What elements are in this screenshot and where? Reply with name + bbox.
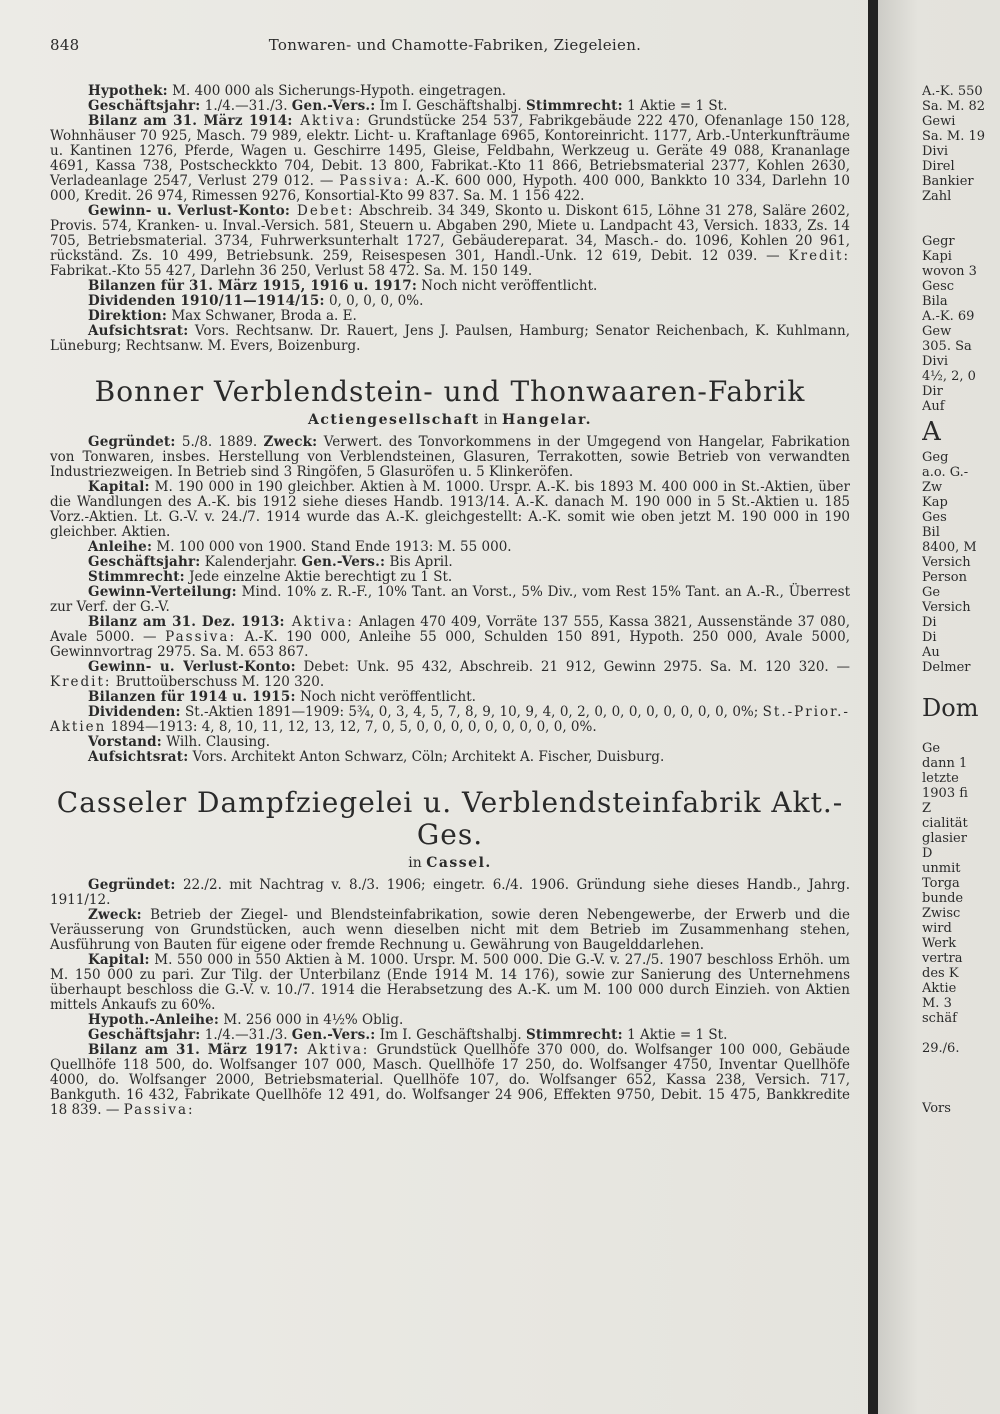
text-zweck: Verwert. des Tonvorkommens in der Umgegend von Hangelar, Fabrikation von Tonwaren, insbes. Herstellung von Verblendsteinen, Glasuren, Terrakotten, sowie Betrieb von verwandten Industriezweigen. In Betrieb sind 3 Ringöfen, 5 Glasuröfen u. 5 Klinkeröfen. — [50, 434, 850, 480]
paragraph-bilanzen — [50, 690, 850, 705]
label-aufsichtsrat: Aufsichtsrat: — [88, 323, 189, 339]
fragment-line — [922, 1026, 1000, 1041]
label-zweck: Zweck: — [88, 907, 142, 923]
fragment-line: Torga — [922, 876, 960, 891]
label-gewinn-verlust: Gewinn- u. Verlust-Konto: — [88, 659, 296, 675]
gutter-shadow — [878, 0, 918, 1414]
fragment-line: wovon 3 — [922, 264, 977, 279]
fragment-gap — [922, 675, 1000, 690]
fragment-line: Sa. M. 19 — [922, 129, 986, 144]
fragment-line: M. 3 — [922, 996, 952, 1011]
text-anleihe: M. 100 000 von 1900. Stand Ende 1913: M. 55 000. — [152, 539, 512, 555]
label-gewinn-verlust: Gewinn- u. Verlust-Konto: — [88, 203, 291, 219]
text-kapital: M. 550 000 in 550 Aktien à M. 1000. Urspr. M. 500 000. Die G.-V. v. 27./5. 1907 beschloss Erhöh. um M. 150 000 zu pari. Zur Tilg. der Unterbilanz (Ende 1914 M. 14 176), sowie zur Sanierung des Unternehmens überhaupt beschloss die G.-V. v. 10./7. 1914 die Herabsetzung des A.-K. um M. 100 000 durch Einzieh. von Aktien mittels Ankaufs zu 60%. — [50, 952, 850, 1013]
text-passiva: A.-K. 600 000, Hypoth. 400 000, Bankkto 10 334, Darlehn 10 000, Kredit. 26 974, Rimessen 9276, Konsortial-Kto 99 837. Sa. M. 1 156 422. — [50, 173, 851, 204]
fragment-line: 4½, 2, 0 — [922, 369, 976, 384]
paragraph-gegruendet — [50, 878, 850, 908]
label-gewinn-verteilung: Gewinn-Verteilung: — [88, 584, 237, 600]
label-direktion: Direktion: — [88, 308, 168, 324]
text-gegruendet: 22./2. mit Nachtrag v. 8./3. 1906; eingetr. 6./4. 1906. Gründung siehe dieses Handb., Jahrg. 1911/12. — [50, 877, 850, 908]
label-bilanzen: Bilanzen für 1914 u. 1915: — [88, 689, 296, 705]
label-stimmrecht: Stimmrecht: — [525, 1027, 623, 1043]
fragment-line: Person — [922, 570, 967, 585]
fragment-heading: Dom — [922, 694, 979, 722]
fragment-line — [922, 1086, 1000, 1101]
text-gewinn-verteilung: Mind. 10% z. R.-F., 10% Tant. an Vorst., 5% Div., vom Rest 15% Tant. an A.-R., Überrest zur Verf. der G.-V. — [50, 584, 850, 615]
paragraph-kapital — [50, 953, 850, 1013]
paragraph-bilanzen — [50, 279, 850, 294]
paragraph-bilanz — [50, 615, 850, 660]
text-passiva: A.-K. 190 000, Anleihe 55 000, Schulden 150 891, Hypoth. 250 000, Avale 5000, Gewinnvortrag 2975. Sa. M. 653 867. — [50, 629, 850, 660]
paragraph-hypothek — [50, 84, 850, 99]
label-hypoth-anleihe: Hypoth.-Anleihe: — [88, 1012, 220, 1028]
paragraph-gewinn-verteilung — [50, 585, 850, 615]
text-kredit: Fabrikat.-Kto 55 427, Darlehn 36 250, Verlust 58 472. Sa. M. 150 149. — [50, 263, 533, 279]
fragment-line: Zw — [922, 480, 943, 495]
text-stimmrecht: 1 Aktie = 1 St. — [622, 1027, 728, 1043]
text-debet: Abschreib. 34 349, Skonto u. Diskont 615, Löhne 31 278, Saläre 2602, Provis. 574, Kranken- u. Inval.-Versich. 581, Steuern u. Abgaben 290, Miete u. Landpacht 43, Versich. 1833, Zs. 14 705, Betriebsmaterial. 3734, Fuhrwerksunterhalt 1727, Gebäudereparat. 34, Masch.- do. 1096, Kohlen 20 961, rückständ. Zs. 10 499, Betriebsunk. 259, Reisespesen 301, Handl.-Unk. 12 619, Debit. 12 039. — — [50, 203, 850, 264]
page-number: 848 — [50, 36, 80, 54]
label-dividenden: Dividenden 1910/11—1914/15: — [88, 293, 325, 309]
fragment-line: vertra — [922, 951, 963, 966]
label-passiva: Passiva: — [165, 629, 237, 645]
fragment-line: schäf — [922, 1011, 957, 1026]
label-geschaeftsjahr: Geschäftsjahr: — [88, 554, 201, 570]
label-gen-vers: Gen.-Vers.: — [291, 1027, 376, 1043]
label-geschaeftsjahr: Geschäftsjahr: — [88, 1027, 201, 1043]
label-gen-vers: Gen.-Vers.: — [291, 98, 376, 114]
label-stimmrecht: Stimmrecht: — [88, 569, 185, 585]
label-kredit: Kredit: — [50, 674, 112, 690]
text-hypothek: M. 400 000 als Sicherungs-Hypoth. eingetragen. — [167, 83, 507, 99]
fragment-line: Auf — [922, 399, 945, 414]
label-hypothek: Hypothek: — [88, 83, 168, 99]
text-aktiva: Anlagen 470 409, Vorräte 137 555, Kassa 3821, Aussenstände 37 080, Avale 5000. — — [50, 614, 850, 645]
fragment-gap — [922, 726, 1000, 741]
label-anleihe: Anleihe: — [88, 539, 153, 555]
fragment-line: Kapi — [922, 249, 952, 264]
fragment-line: Di — [922, 615, 937, 630]
fragment-line: Divi — [922, 354, 949, 369]
fragment-line — [922, 219, 1000, 234]
text-geschaeftsjahr: 1./4.—31./3. — [200, 1027, 292, 1043]
fragment-line: Kap — [922, 495, 948, 510]
fragment-line: Versich — [922, 555, 971, 570]
paragraph-bilanz — [50, 114, 850, 204]
paragraph-geschaeftsjahr — [50, 99, 850, 114]
entry-bonner — [50, 376, 850, 765]
label-bilanz: Bilanz am 31. März 1917: — [88, 1042, 299, 1058]
label-bilanz: Bilanz am 31. März 1914: — [88, 113, 293, 129]
fragment-line: letzte — [922, 771, 959, 786]
paragraph-geschaeftsjahr — [50, 1028, 850, 1043]
label-kredit: Kredit: — [788, 248, 850, 264]
entry-casseler — [50, 787, 850, 1118]
company-subtitle — [50, 855, 850, 872]
fragment-line: 29./6. — [922, 1041, 960, 1056]
label-bilanzen: Bilanzen für 31. März 1915, 1916 u. 1917: — [88, 278, 418, 294]
text-aktiva: Grundstücke 254 537, Fabrikgebäude 222 470, Ofenanlage 150 128, Wohnhäuser 70 925, Masch. 79 989, elektr. Licht- u. Kraftanlage 6965, Kontoreinricht. 1177, Arb.-Unterkunfträume u. Kantinen 1276, Pferde, Wagen u. Geschirre 1495, Gleise, Feldbahn, Werkzeug u. Geräte 49 088, Krananlage 4691, Kassa 738, Postscheckkto 704, Debit. 13 800, Fabrikat.-Kto 11 866, Betriebsmaterial 2377, Kohlen 2630, Verladeanlage 2547, Verlust 279 012. — — [50, 113, 851, 189]
text-geschaeftsjahr: Kalenderjahr. — [200, 554, 302, 570]
fragment-line: Gesc — [922, 279, 955, 294]
fragment-line: dann 1 — [922, 756, 968, 771]
fragment-line: cialität — [922, 816, 968, 831]
fragment-line: wird — [922, 921, 952, 936]
text-zweck: Betrieb der Ziegel- und Blendsteinfabrikation, sowie deren Nebengewerbe, der Erwerb und die Veräusserung von Grundstücken, auch wenn dieselben nicht mit dem Betrieb im Zusammenhang stehen, Ausführung von Bauten für eigene oder fremde Rechnung u. Gewährung von Baugelddarlehen. — [50, 907, 850, 953]
label-gegruendet: Gegründet: — [88, 434, 176, 450]
paragraph-dividenden — [50, 705, 850, 735]
fragment-line: Au — [922, 645, 940, 660]
paragraph-aufsichtsrat — [50, 750, 850, 765]
fragment-line: A.-K. 550 — [922, 84, 983, 99]
fragment-line: Bankier — [922, 174, 974, 189]
entry-continued — [50, 84, 850, 354]
fragment-line: Delmer — [922, 660, 971, 675]
text-hypoth-anleihe: M. 256 000 in 4½% Oblig. — [219, 1012, 404, 1028]
fragment-line: Z — [922, 801, 932, 816]
paragraph-anleihe — [50, 540, 850, 555]
text-geschaeftsjahr: 1./4.—31./3. — [200, 98, 292, 114]
company-form: Actiengesellschaft — [308, 412, 480, 428]
fragment-line: a.o. G.- — [922, 465, 969, 480]
fragment-line: Vors — [922, 1101, 951, 1116]
label-zweck: Zweck: — [263, 434, 318, 450]
company-title: Casseler Dampfziegelei u. Verblendsteinfabrik Akt.-Ges. — [56, 786, 844, 851]
label-gegruendet: Gegründet: — [88, 877, 176, 893]
fragment-line: Werk — [922, 936, 957, 951]
label-aktiva: Aktiva: — [284, 614, 354, 630]
text-debet: Debet: Unk. 95 432, Abschreib. 21 912, Gewinn 2975. Sa. M. 120 320. — — [295, 659, 850, 675]
text-bilanzen: Noch nicht veröffentlicht. — [295, 689, 476, 705]
fragment-line: Ges — [922, 510, 947, 525]
text-gegruendet: 5./8. 1889. — [175, 434, 264, 450]
paragraph-gegruendet — [50, 435, 850, 480]
fragment-line — [922, 1071, 1000, 1086]
fragment-line: Gewi — [922, 114, 956, 129]
paragraph-bilanz — [50, 1043, 850, 1118]
fragment-line: 1903 fi — [922, 786, 968, 801]
fragment-line: Zahl — [922, 189, 952, 204]
company-in: in — [479, 412, 502, 428]
page-header — [50, 36, 860, 64]
fragment-line: des K — [922, 966, 959, 981]
label-passiva: Passiva: — [339, 173, 411, 189]
paragraph-zweck — [50, 908, 850, 953]
paragraph-gewinn-verlust — [50, 204, 850, 279]
label-aktiva: Aktiva: — [298, 1042, 370, 1058]
facing-page-fragment — [922, 84, 1000, 1116]
paragraph-direktion — [50, 309, 850, 324]
text-vorstand: Wilh. Clausing. — [161, 734, 271, 750]
paragraph-gewinn-verlust — [50, 660, 850, 690]
fragment-line: Direl — [922, 159, 955, 174]
paragraph-stimmrecht — [50, 570, 850, 585]
fragment-line: Sa. M. 82 — [922, 99, 986, 114]
text-gen-vers: Im I. Geschäftshalbj. — [375, 1027, 526, 1043]
fragment-line: Ge — [922, 585, 941, 600]
fragment-line: Bila — [922, 294, 948, 309]
label-kapital: Kapital: — [88, 479, 150, 495]
label-gen-vers: Gen.-Vers.: — [301, 554, 386, 570]
paragraph-kapital — [50, 480, 850, 540]
label-passiva: Passiva: — [123, 1102, 195, 1118]
fragment-line: D — [922, 846, 933, 861]
fragment-line: Di — [922, 630, 937, 645]
label-prior-aktien: St.-Prior.-Aktien — [50, 704, 850, 735]
text-kapital: M. 190 000 in 190 gleichber. Aktien à M. 1000. Urspr. A.-K. bis 1893 M. 400 000 in St.-Aktien, über die Wandlungen des A.-K. bis 1912 siehe dieses Handb. 1913/14. A.-K. danach M. 190 000 in 5 St.-Aktien u. 185 Vorz.-Aktien. Lt. G.-V. v. 24./7. 1914 wurde das A.-K. gleichgestellt: A.-K. somit wie oben jetzt M. 190 000 in 190 gleichber. Aktien. — [50, 479, 850, 540]
running-title: Tonwaren- und Chamotte-Fabriken, Ziegeleien. — [268, 36, 642, 54]
fragment-line — [922, 1056, 1000, 1071]
fragment-line: Bil — [922, 525, 940, 540]
company-title: Bonner Verblendstein- und Thonwaaren-Fabrik — [94, 375, 806, 408]
fragment-line: Aktie — [922, 981, 957, 996]
label-dividenden: Dividenden: — [88, 704, 181, 720]
paragraph-geschaeftsjahr — [50, 555, 850, 570]
label-geschaeftsjahr: Geschäftsjahr: — [88, 98, 201, 114]
fragment-line: 8400, M — [922, 540, 977, 555]
text-stimmrecht: 1 Aktie = 1 St. — [622, 98, 728, 114]
fragment-line: Gew — [922, 324, 952, 339]
text-dividenden: St.-Aktien 1891—1909: 5¾, 0, 3, 4, 5, 7, 8, 9, 10, 9, 4, 0, 2, 0, 0, 0, 0, 0, 0, 0, 0, 0%; — [180, 704, 763, 720]
text-prior-aktien: 1894—1913: 4, 8, 10, 11, 12, 13, 12, 7, 0, 5, 0, 0, 0, 0, 0, 0, 0, 0, 0, 0%. — [106, 719, 597, 735]
label-bilanz: Bilanz am 31. Dez. 1913: — [88, 614, 285, 630]
text-direktion: Max Schwaner, Broda a. E. — [167, 308, 357, 324]
fragment-line: Zwisc — [922, 906, 961, 921]
text-gen-vers: Bis April. — [385, 554, 453, 570]
paragraph-dividenden — [50, 294, 850, 309]
label-debet: Debet: — [290, 203, 355, 219]
fragment-line: unmit — [922, 861, 961, 876]
fragment-line: 305. Sa — [922, 339, 972, 354]
fragment-line: A.-K. 69 — [922, 309, 975, 324]
fragment-line — [922, 204, 1000, 219]
label-stimmrecht: Stimmrecht: — [525, 98, 623, 114]
fragment-line: bunde — [922, 891, 964, 906]
label-aufsichtsrat: Aufsichtsrat: — [88, 749, 189, 765]
text-bilanzen: Noch nicht veröffentlicht. — [417, 278, 598, 294]
fragment-line: glasier — [922, 831, 967, 846]
text-stimmrecht: Jede einzelne Aktie berechtigt zu 1 St. — [184, 569, 453, 585]
text-aufsichtsrat: Vors. Architekt Anton Schwarz, Cöln; Architekt A. Fischer, Duisburg. — [188, 749, 665, 765]
fragment-line: Versich — [922, 600, 971, 615]
fragment-line: Geg — [922, 450, 949, 465]
fragment-heading: A — [922, 417, 941, 447]
fragment-line: Divi — [922, 144, 949, 159]
label-kapital: Kapital: — [88, 952, 150, 968]
company-in: in — [408, 855, 427, 871]
page-gutter — [868, 0, 878, 1414]
fragment-line: Ge — [922, 741, 941, 756]
fragment-line: Gegr — [922, 234, 955, 249]
text-dividenden: 0, 0, 0, 0, 0%. — [324, 293, 424, 309]
text-gen-vers: Im I. Geschäftshalbj. — [375, 98, 526, 114]
paragraph-aufsichtsrat — [50, 324, 850, 354]
company-subtitle — [50, 412, 850, 429]
fragment-line: Dir — [922, 384, 943, 399]
paragraph-vorstand — [50, 735, 850, 750]
company-seat: Cassel. — [426, 855, 492, 871]
label-aktiva: Aktiva: — [292, 113, 363, 129]
text-aufsichtsrat: Vors. Rechtsanw. Dr. Rauert, Jens J. Paulsen, Hamburg; Senator Reichenbach, K. Kuhlmann, Lüneburg; Rechtsanw. M. Evers, Boizenburg. — [50, 323, 850, 354]
main-column — [50, 84, 850, 1118]
text-kredit: Bruttoüberschuss M. 120 320. — [111, 674, 325, 690]
paragraph-hypoth-anleihe — [50, 1013, 850, 1028]
company-seat: Hangelar. — [501, 412, 592, 428]
label-vorstand: Vorstand: — [88, 734, 162, 750]
text-aktiva: Grundstück Quellhöfe 370 000, do. Wolfsanger 100 000, Gebäude Quellhöfe 118 500, do. Wolfsanger 107 000, Masch. Quellhöfe 17 250, do. Wolfsanger 4750, Inventar Quellhöfe 4000, do. Wolfsanger 2000, Betriebsmaterial. Quellhöfe 107, do. Wolfsanger 652, Kassa 238, Versich. 717, Bankguth. 16 432, Fabrikate Quellhöfe 12 491, do. Wolfsanger 24 906, Effekten 9750, Debit. 15 475, Bankkredite 18 839. — — [50, 1042, 851, 1118]
